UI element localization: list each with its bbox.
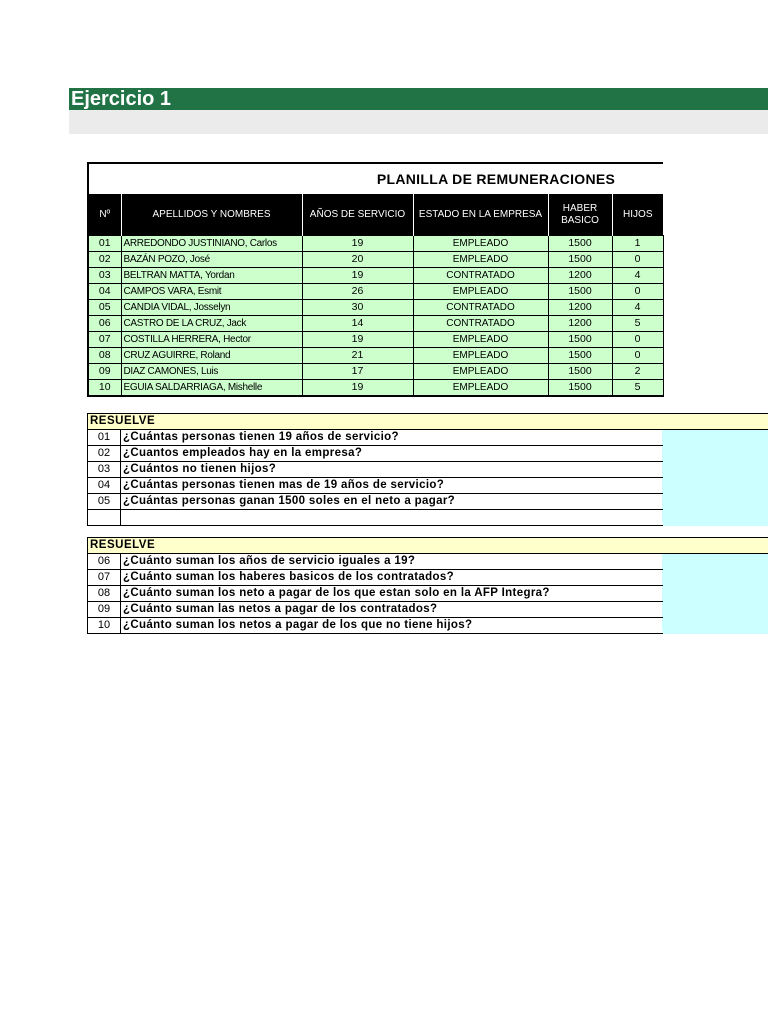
cell-status[interactable]: EMPLEADO [413, 348, 548, 364]
cell-salary[interactable]: 1500 [548, 236, 612, 252]
question-row [88, 510, 768, 526]
planilla-table [87, 162, 664, 397]
cell-years[interactable]: 19 [302, 332, 413, 348]
cell-name[interactable]: CASTRO DE LA CRUZ, Jack [121, 316, 302, 332]
cell-name[interactable]: BELTRAN MATTA, Yordan [121, 268, 302, 284]
question-text[interactable]: ¿Cuánto suman los haberes basicos de los contratados? [121, 570, 663, 586]
question-text[interactable]: ¿Cuantos empleados hay en la empresa? [121, 446, 663, 462]
cell-children[interactable]: 4 [612, 300, 663, 316]
planilla-header-row [88, 194, 663, 236]
table-row [88, 380, 663, 397]
cell-salary[interactable]: 1200 [548, 316, 612, 332]
cell-status[interactable]: EMPLEADO [413, 364, 548, 380]
sheet-title: Ejercicio 1 [69, 88, 768, 110]
cell-years[interactable]: 19 [302, 380, 413, 397]
cell-years[interactable]: 14 [302, 316, 413, 332]
answer-cell[interactable] [663, 602, 768, 618]
cell-name[interactable]: CRUZ AGUIRRE, Roland [121, 348, 302, 364]
cell-children[interactable]: 0 [612, 252, 663, 268]
cell-children[interactable]: 5 [612, 316, 663, 332]
question-number[interactable]: 01 [88, 430, 121, 446]
question-number[interactable]: 05 [88, 494, 121, 510]
table-row [88, 316, 663, 332]
question-row [88, 478, 768, 494]
answer-cell[interactable] [663, 570, 768, 586]
cell-status[interactable]: CONTRATADO [413, 316, 548, 332]
question-number[interactable]: 07 [88, 570, 121, 586]
question-text[interactable]: ¿Cuántas personas tienen 19 años de servicio? [121, 430, 663, 446]
answer-cell[interactable] [663, 554, 768, 570]
answer-cell[interactable] [663, 478, 768, 494]
question-row [88, 446, 768, 462]
cell-num[interactable]: 01 [88, 236, 121, 252]
cell-name[interactable]: ARREDONDO JUSTINIANO, Carlos [121, 236, 302, 252]
answer-cell[interactable] [663, 618, 768, 634]
cell-status[interactable]: CONTRATADO [413, 300, 548, 316]
answer-cell[interactable] [663, 446, 768, 462]
cell-children[interactable]: 0 [612, 332, 663, 348]
cell-salary[interactable]: 1500 [548, 364, 612, 380]
cell-name[interactable]: EGUIA SALDARRIAGA, Mishelle [121, 380, 302, 397]
question-row [88, 462, 768, 478]
table-row [88, 348, 663, 364]
col-header-years[interactable]: AÑOS DE SERVICIO [302, 194, 413, 236]
question-row [88, 570, 768, 586]
cell-num[interactable]: 07 [88, 332, 121, 348]
cell-salary[interactable]: 1500 [548, 332, 612, 348]
cell-num[interactable]: 09 [88, 364, 121, 380]
col-header-children[interactable]: HIJOS [612, 194, 663, 236]
question-number[interactable]: 02 [88, 446, 121, 462]
answer-cell[interactable] [663, 494, 768, 510]
table-row [88, 284, 663, 300]
question-number[interactable]: 03 [88, 462, 121, 478]
cell-children[interactable]: 0 [612, 284, 663, 300]
question-row [88, 602, 768, 618]
cell-name[interactable]: CANDIA VIDAL, Josselyn [121, 300, 302, 316]
cell-num[interactable]: 02 [88, 252, 121, 268]
question-row [88, 554, 768, 570]
cell-status[interactable]: EMPLEADO [413, 236, 548, 252]
question-number[interactable]: 10 [88, 618, 121, 634]
cell-name[interactable]: BAZÁN POZO, José [121, 252, 302, 268]
cell-salary[interactable]: 1500 [548, 284, 612, 300]
cell-children[interactable]: 2 [612, 364, 663, 380]
cell-years[interactable]: 21 [302, 348, 413, 364]
cell-years[interactable]: 26 [302, 284, 413, 300]
resuelve-block-1 [87, 413, 768, 526]
table-row [88, 268, 663, 284]
question-text[interactable]: ¿Cuántas personas tienen mas de 19 años de servicio? [121, 478, 663, 494]
question-text[interactable]: ¿Cuánto suman los netos a pagar de los que no tiene hijos? [121, 618, 663, 634]
cell-years[interactable]: 19 [302, 268, 413, 284]
cell-status[interactable]: CONTRATADO [413, 268, 548, 284]
question-row [88, 618, 768, 634]
question-text[interactable]: ¿Cuánto suman los años de servicio iguales a 19? [121, 554, 663, 570]
question-number[interactable]: 08 [88, 586, 121, 602]
question-number[interactable]: 04 [88, 478, 121, 494]
cell-children[interactable]: 5 [612, 380, 663, 397]
answer-cell[interactable] [663, 510, 768, 526]
cell-num[interactable]: 03 [88, 268, 121, 284]
title-subband [69, 110, 768, 134]
cell-status[interactable]: EMPLEADO [413, 284, 548, 300]
question-number[interactable]: 09 [88, 602, 121, 618]
col-header-salary[interactable]: HABER BASICO [548, 194, 612, 236]
cell-name[interactable]: CAMPOS VARA, Esmit [121, 284, 302, 300]
cell-num[interactable]: 08 [88, 348, 121, 364]
table-row [88, 332, 663, 348]
answer-cell[interactable] [663, 462, 768, 478]
table-row [88, 300, 663, 316]
cell-salary[interactable]: 1200 [548, 300, 612, 316]
cell-status[interactable]: EMPLEADO [413, 380, 548, 397]
table-row [88, 252, 663, 268]
question-row [88, 430, 768, 446]
col-header-num[interactable]: Nº [88, 194, 121, 236]
answer-cell[interactable] [663, 586, 768, 602]
cell-children[interactable]: 0 [612, 348, 663, 364]
answer-cell[interactable] [663, 430, 768, 446]
cell-num[interactable]: 10 [88, 380, 121, 397]
question-text[interactable]: ¿Cuántos no tienen hijos? [121, 462, 663, 478]
cell-years[interactable]: 20 [302, 252, 413, 268]
col-header-status[interactable]: ESTADO EN LA EMPRESA [413, 194, 548, 236]
question-row [88, 494, 768, 510]
cell-years[interactable]: 17 [302, 364, 413, 380]
table-row [88, 236, 663, 252]
cell-salary[interactable]: 1500 [548, 348, 612, 364]
cell-children[interactable]: 4 [612, 268, 663, 284]
question-text[interactable]: ¿Cuántas personas ganan 1500 soles en el neto a pagar? [121, 494, 663, 510]
cell-name[interactable]: COSTILLA HERRERA, Hector [121, 332, 302, 348]
question-row [88, 586, 768, 602]
cell-years[interactable]: 30 [302, 300, 413, 316]
cell-children[interactable]: 1 [612, 236, 663, 252]
cell-num[interactable]: 05 [88, 300, 121, 316]
cell-status[interactable]: EMPLEADO [413, 252, 548, 268]
planilla-title: PLANILLA DE REMUNERACIONES [88, 163, 663, 194]
question-number[interactable] [88, 510, 121, 526]
resuelve-label: RESUELVE [88, 414, 768, 430]
cell-num[interactable]: 04 [88, 284, 121, 300]
cell-years[interactable]: 19 [302, 236, 413, 252]
table-row [88, 364, 663, 380]
question-number[interactable]: 06 [88, 554, 121, 570]
resuelve-label: RESUELVE [88, 538, 768, 554]
question-text[interactable] [121, 510, 663, 526]
resuelve-block-2 [87, 537, 768, 634]
cell-num[interactable]: 06 [88, 316, 121, 332]
cell-salary[interactable]: 1500 [548, 380, 612, 397]
cell-name[interactable]: DIAZ CAMONES, Luis [121, 364, 302, 380]
cell-status[interactable]: EMPLEADO [413, 332, 548, 348]
cell-salary[interactable]: 1500 [548, 252, 612, 268]
question-text[interactable]: ¿Cuánto suman los neto a pagar de los que estan solo en la AFP Integra? [121, 586, 663, 602]
question-text[interactable]: ¿Cuánto suman las netos a pagar de los contratados? [121, 602, 663, 618]
col-header-name[interactable]: APELLIDOS Y NOMBRES [121, 194, 302, 236]
cell-salary[interactable]: 1200 [548, 268, 612, 284]
